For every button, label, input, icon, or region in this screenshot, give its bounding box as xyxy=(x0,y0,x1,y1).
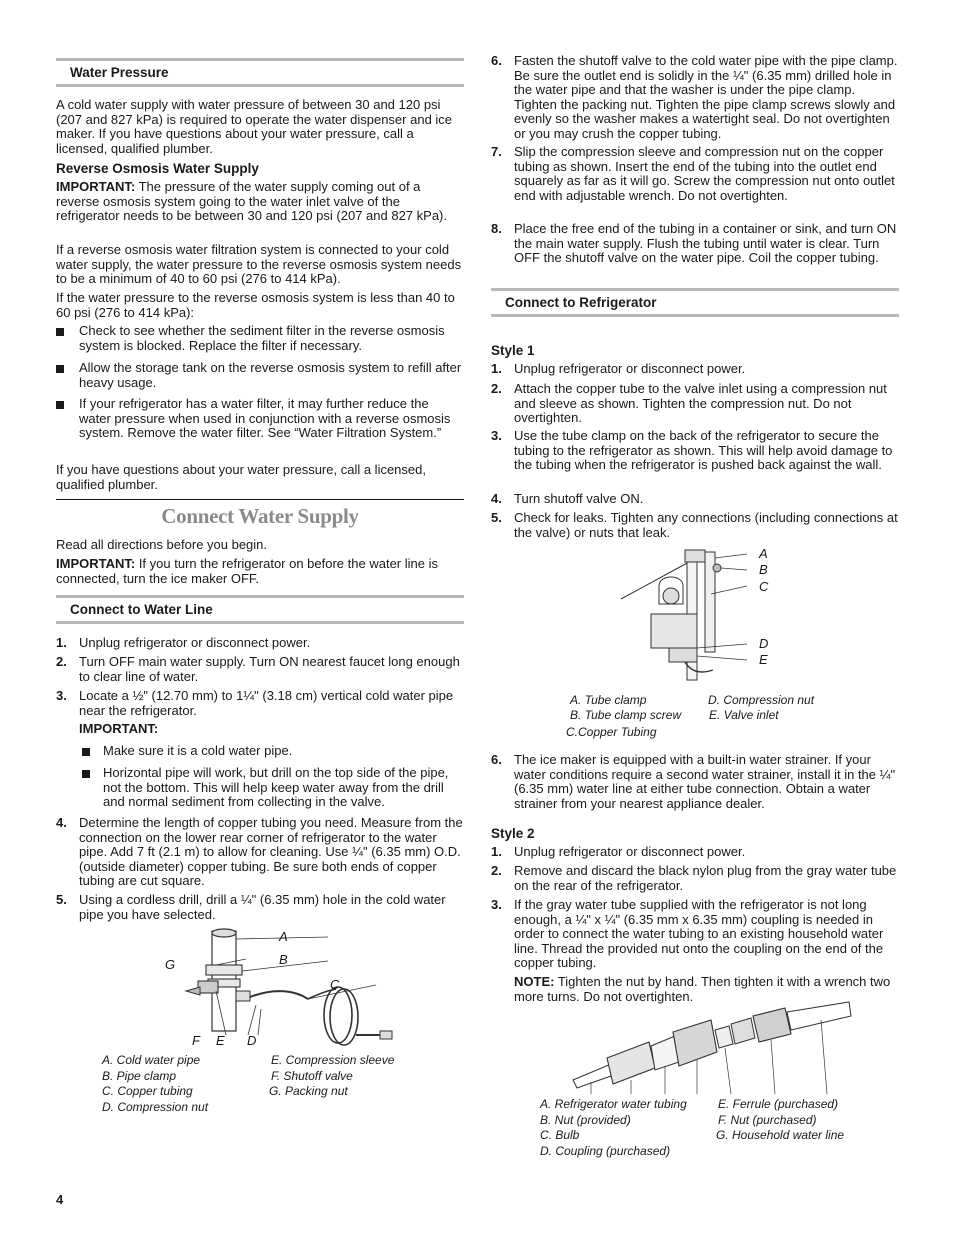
fig2-caption: D. Compression nut xyxy=(708,693,815,707)
fig2-label-a: A xyxy=(759,546,768,561)
fig2-caption: C.Copper Tubing xyxy=(566,725,657,739)
list-item: 3. If the gray water tube supplied with the refrigerator is not long enough, a ¼" x ¼" (6.35 mm x 6.35 mm) coupling is needed in order to connect the water tubing to an existing household water line. Thread the provided nut onto the coupling on the end of the copper tubing. xyxy=(491,897,884,971)
fig3-caption: D. Coupling (purchased) xyxy=(540,1144,671,1158)
fig3-caption: A. Refrigerator water tubing xyxy=(540,1097,687,1111)
fig1-label-d: D xyxy=(247,1033,257,1048)
page-number: 4 xyxy=(56,1192,64,1207)
fig3-caption: E. Ferrule (purchased) xyxy=(718,1097,839,1111)
fig2-caption: E. Valve inlet xyxy=(709,708,779,722)
fig1-caption: A. Cold water pipe xyxy=(102,1053,201,1067)
ro-important-paragraph xyxy=(56,180,464,224)
list-item: Horizontal pipe will work, but drill on the top side of the pipe, not the bottom. This will help keep water away from the drill and normal sediment from collecting in the valve. xyxy=(56,766,464,810)
coupling-illustration xyxy=(571,1008,851,1090)
style2-heading: Style 2 xyxy=(491,826,535,841)
list-item: Check to see whether the sediment filter in the reverse osmosis system is blocked. Replace the filter if necessary. xyxy=(56,324,464,353)
ro-paragraph-2: If a reverse osmosis water filtration system is connected to your cold water supply, the water pressure to the reverse osmosis system needs to be a minimum of 40 to 60 psi (276 to 414 kPa). xyxy=(56,242,462,287)
important-text: The pressure of the water supply coming out of a reverse osmosis system going to the water inlet valve of the refrigerator needs to be between 30 and 120 psi (207 and 827 kPa). xyxy=(56,179,447,224)
fig1-label-f: F xyxy=(192,1033,200,1048)
fig1-label-b: B xyxy=(279,952,288,967)
fig1-label-e: E xyxy=(216,1033,225,1048)
fig2-caption: B. Tube clamp screw xyxy=(570,708,682,722)
fig3-caption: B. Nut (provided) xyxy=(540,1113,631,1127)
style2-note: NOTE: Tighten the nut by hand. Then tighten it with a wrench two more turns. Do not overtighten. xyxy=(514,974,891,1004)
list-item: 1. Unplug refrigerator or disconnect power. xyxy=(491,844,746,859)
section-title-connect-water-supply: Connect Water Supply xyxy=(161,504,359,528)
fig1-label-a: A xyxy=(279,929,288,944)
step3-important-label: IMPORTANT: xyxy=(79,721,159,736)
list-item: 7. Slip the compression sleeve and compression nut on the copper tubing as shown. Insert the end of the tubing into the outlet end squarely as far as it will go. Screw the compression nut onto outlet end with adjustable wrench. Do not overtighten. xyxy=(491,144,895,203)
list-item: 1. Unplug refrigerator or disconnect power. xyxy=(56,635,311,650)
bullet-icon xyxy=(56,365,64,373)
divider xyxy=(56,499,464,500)
bullet-icon xyxy=(82,748,90,756)
ro-paragraph-3: If the water pressure to the reverse osmosis system is less than 40 to 60 psi (276 to 414 kPa): xyxy=(56,290,455,320)
water-pressure-heading: Water Pressure xyxy=(70,65,169,80)
list-item: 5. Check for leaks. Tighten any connections (including connections at the valve) or nuts that leak. xyxy=(491,510,898,540)
list-item: If your refrigerator has a water filter, it may further reduce the water pressure when used in conjunction with a reverse osmosis system. Remove the water filter. See “Water Filtration System.” xyxy=(56,397,464,441)
connect-intro: Read all directions before you begin. xyxy=(56,537,268,552)
fig1-caption: C. Copper tubing xyxy=(102,1084,193,1098)
fig1-caption: D. Compression nut xyxy=(102,1100,209,1114)
list-item: Make sure it is a cold water pipe. xyxy=(56,744,464,759)
list-item: Allow the storage tank on the reverse osmosis system to refill after heavy usage. xyxy=(56,361,464,390)
list-item: 4. Determine the length of copper tubing you need. Measure from the connection on the lower rear corner of refrigerator to the water pipe. Add 7 ft (2.1 m) to allow for cleaning. Use ¼" (6.35 mm) O.D. (outside diameter) copper tubing. Be sure both ends of copper tubing are cut square. xyxy=(56,815,463,889)
list-item: 1. Unplug refrigerator or disconnect power. xyxy=(491,361,746,376)
list-item: 2. Turn OFF main water supply. Turn ON nearest faucet long enough to clear line of water. xyxy=(56,654,460,684)
fig2-caption: A. Tube clamp xyxy=(570,693,647,707)
fig1-caption: F. Shutoff valve xyxy=(271,1069,353,1083)
bullet-icon xyxy=(56,328,64,336)
water-pressure-heading-bar xyxy=(56,58,464,87)
fig2-label-e: E xyxy=(759,652,768,667)
fig1-caption: B. Pipe clamp xyxy=(102,1069,177,1083)
list-item: 4. Turn shutoff valve ON. xyxy=(491,491,644,506)
list-item: 6. Fasten the shutoff valve to the cold water pipe with the pipe clamp. Be sure the outlet end is solidly in the ¼" (6.35 mm) drilled hole in the water pipe and that the washer is under the pipe clamp. Tighten the packing nut. Tighten the pipe clamp screws slowly and evenly so the washer makes a watertight seal. Do not overtighten or you may crush the copper tubing. xyxy=(491,53,898,141)
ro-paragraph-4: If you have questions about your water pressure, call a licensed, qualified plumber. xyxy=(56,462,426,492)
bullet-icon xyxy=(56,401,64,409)
important-label: IMPORTANT: xyxy=(56,179,136,194)
connect-refrigerator-heading: Connect to Refrigerator xyxy=(505,295,657,310)
ro-heading: Reverse Osmosis Water Supply xyxy=(56,161,259,176)
fig2-label-d: D xyxy=(759,636,769,651)
style1-heading: Style 1 xyxy=(491,343,535,358)
connect-water-line-heading: Connect to Water Line xyxy=(70,602,213,617)
fig3-caption: C. Bulb xyxy=(540,1128,580,1142)
list-item: 6. The ice maker is equipped with a built-in water strainer. If your water conditions require a second water strainer, install it in the ¼" (6.35 mm) water line at either tube connection. Obtain a water strainer from your nearest appliance dealer. xyxy=(491,752,896,811)
connect-water-line-heading-bar xyxy=(56,595,464,624)
list-item: 2. Attach the copper tube to the valve inlet using a compression nut and sleeve as shown. Tighten the compression nut. Do not overtighten. xyxy=(491,381,887,426)
fig1-label-c: C xyxy=(330,977,340,992)
connect-refrigerator-heading-bar xyxy=(491,288,899,317)
fig1-label-g: G xyxy=(165,957,176,972)
fig2-label-c: C xyxy=(759,579,769,594)
fig1-caption: E. Compression sleeve xyxy=(271,1053,395,1067)
connect-important: IMPORTANT: If you turn the refrigerator on before the water line is connected, turn the ice maker OFF. xyxy=(56,556,438,586)
bullet-icon xyxy=(82,770,90,778)
list-item: 3. Use the tube clamp on the back of the refrigerator to secure the tubing to the refrigerator as shown. This will help avoid damage to the tubing when the refrigerator is pushed back against the wall. xyxy=(491,428,893,473)
list-item: 5. Using a cordless drill, drill a ¼" (6.35 mm) hole in the cold water pipe you have selected. xyxy=(56,892,446,922)
fig3-caption: G. Household water line xyxy=(716,1128,845,1142)
fig3-caption: F. Nut (purchased) xyxy=(718,1113,817,1127)
valve-inlet-illustration xyxy=(621,544,761,689)
fig1-caption: G. Packing nut xyxy=(269,1084,348,1098)
water-pressure-paragraph: A cold water supply with water pressure of between 30 and 120 psi (207 and 827 kPa) is required to operate the water dispenser and ice maker. If you have questions about your water pressure, call a licensed, qualified plumber. xyxy=(56,97,453,156)
fig2-label-b: B xyxy=(759,562,768,577)
list-item: 2. Remove and discard the black nylon plug from the gray water tube on the rear of the refrigerator. xyxy=(491,863,897,893)
shutoff-valve-illustration xyxy=(176,925,406,1050)
list-item: 8. Place the free end of the tubing in a container or sink, and turn ON the main water supply. Flush the tubing until water is clear. Turn OFF the shutoff valve on the water pipe. Coil the copper tubing. xyxy=(491,221,897,266)
list-item: 3. Locate a ½" (12.70 mm) to 1¼" (3.18 cm) vertical cold water pipe near the refrigerator. xyxy=(56,688,454,718)
